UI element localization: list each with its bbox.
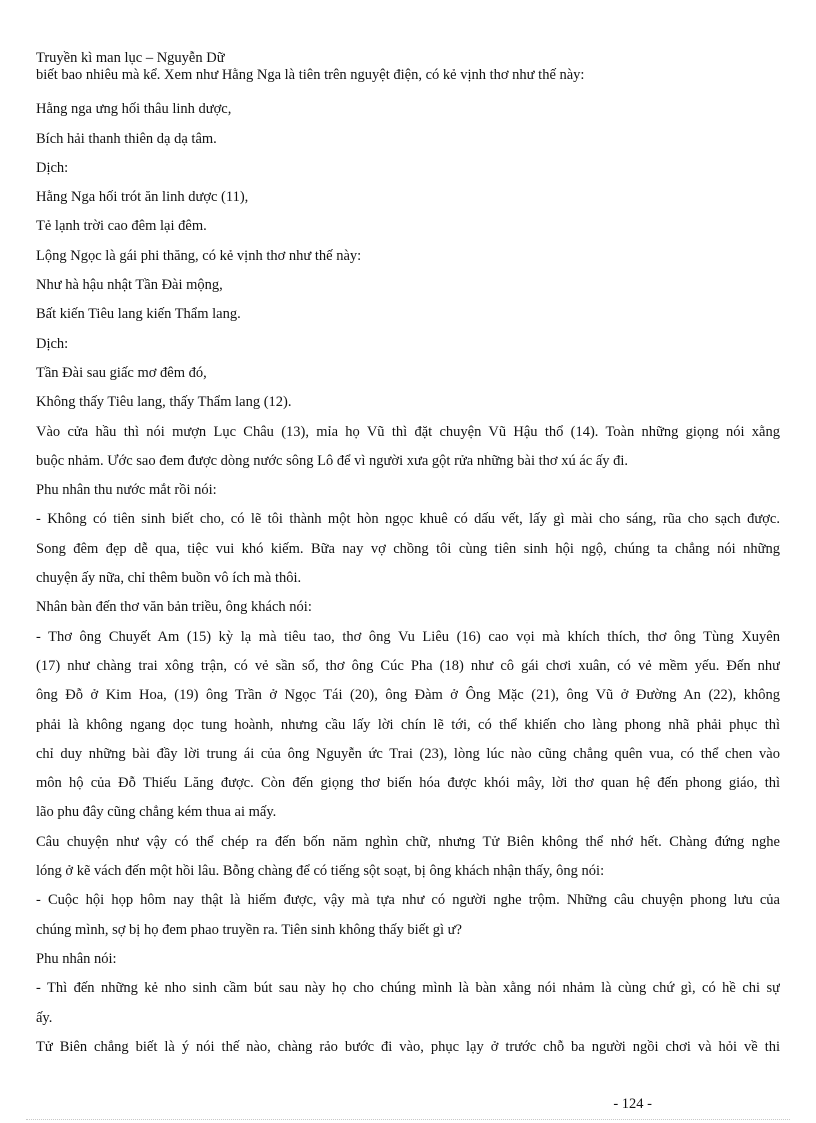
text-line: - Thơ ông Chuyết Am (15) kỳ lạ mà tiêu tao, thơ ông Vu Liêu (16) cao vọi mà khích thích, thơ ông Tùng Xuyên xyxy=(36,628,780,645)
text-line: Bất kiến Tiêu lang kiến Thẩm lang. xyxy=(36,306,241,323)
text-line: Không thấy Tiêu lang, thấy Thẩm lang (12). xyxy=(36,394,292,411)
footer-divider xyxy=(26,1119,790,1120)
text-line: biết bao nhiêu mà kể. Xem như Hằng Nga là tiên trên nguyệt điện, có kẻ vịnh thơ như thế này: xyxy=(36,67,585,83)
text-line: Phu nhân nói: xyxy=(36,950,117,967)
text-line: Hằng nga ưng hối thâu linh dược, xyxy=(36,101,232,118)
body-text xyxy=(36,66,780,1062)
text-line: ông Đỗ ở Kim Hoa, (19) ông Trần ở Ngọc Tái (20), ông Đàm ở Ông Mặc (21), ông Vũ ở Đường An (22), không xyxy=(36,687,780,704)
text-line: Tử Biên chẳng biết là ý nói thế nào, chàng rảo bước đi vào, phục lạy ở trước chỗ ba người ngồi chơi và hỏi về thi xyxy=(36,1038,780,1055)
text-line: chỉ duy những bài đầy lời trung ái của ông Nguyễn ức Trai (23), lòng lúc nào cũng chẳng quên vua, có thể chen vào xyxy=(36,745,780,762)
text-line: - Không có tiên sinh biết cho, có lẽ tôi thành một hòn ngọc khuê có dấu vết, lấy gì mài cho sáng, rũa cho sạch được. xyxy=(36,511,780,528)
text-line: Dịch: xyxy=(36,335,69,352)
text-line: Nhân bàn đến thơ văn bản triều, ông khách nói: xyxy=(36,599,312,616)
text-line: Song đêm đẹp dễ qua, tiệc vui khó kiếm. Bữa nay vợ chồng tôi cùng tiên sinh hội ngộ, chúng ta chẳng nói những xyxy=(36,540,780,557)
text-line: - Cuộc hội họp hôm nay thật là hiếm được, vậy mà tựa như có người nghe trộm. Những câu chuyện phong lưu của xyxy=(36,892,780,909)
text-line: Bích hải thanh thiên dạ dạ tâm. xyxy=(36,130,217,147)
text-line: (17) như chàng trai xông trận, có vẻ sần sổ, thơ ông Cúc Pha (18) như cô gái chơi xuân, có vẻ mềm yếu. Đến như xyxy=(36,657,780,674)
text-line: lóng ở kẽ vách đến một hồi lâu. Bỗng chàng để có tiếng sột soạt, bị ông khách nhận thấy, ông nói: xyxy=(36,863,605,880)
text-line: buộc nhảm. Ước sao đem được dòng nước sông Lô để vì người xưa gột rửa những bài thơ xú ác ấy đi. xyxy=(36,452,629,469)
text-line: phải là không ngang dọc tung hoành, nhưng cầu lấy lời chín lẽ tới, có thể khiến cho làng phong nhã phải phục thì xyxy=(36,716,780,733)
text-line: Phu nhân thu nước mắt rồi nói: xyxy=(36,482,217,499)
text-line: Dịch: xyxy=(36,159,69,176)
text-line: chúng mình, sợ bị họ đem phao truyền ra. Tiên sinh không thấy biết gì ư? xyxy=(36,921,462,938)
text-line: Vào cửa hầu thì nói mượn Lục Châu (13), mỉa họ Vũ thì đặt chuyện Vũ Hậu thổ (14). Toàn những giọng nói xằng xyxy=(36,423,780,440)
text-line: Lộng Ngọc là gái phi thăng, có kẻ vịnh thơ như thế này: xyxy=(36,247,362,264)
running-header: Truyền kì man lục – Nguyễn Dữ xyxy=(36,50,225,66)
text-line: - Thì đến những kẻ nho sinh cầm bút sau này họ cho chúng mình là bàn xằng nói nhảm là cùng chứ gì, có hề chi sự xyxy=(36,980,780,997)
text-line: Tần Đài sau giấc mơ đêm đó, xyxy=(36,364,207,381)
text-line: Hằng Nga hối trót ăn linh dược (11), xyxy=(36,189,249,206)
text-line: ấy. xyxy=(36,1009,53,1026)
text-line: chuyện ấy nữa, chỉ thêm buồn vô ích mà thôi. xyxy=(36,570,302,587)
page-number: - 124 - xyxy=(613,1096,652,1112)
text-line: Tẻ lạnh trời cao đêm lại đêm. xyxy=(36,218,207,235)
text-line: lão phu đây cũng chẳng kém thua ai mấy. xyxy=(36,804,277,821)
text-line: Như hà hậu nhật Tần Đài mộng, xyxy=(36,277,223,294)
text-line: môn hộ của Đỗ Thiếu Lăng được. Còn đến giọng thơ biến hóa được khói mây, lời thơ quan hệ đến phong giáo, thì xyxy=(36,775,780,792)
text-line: Câu chuyện như vậy có thể chép ra đến bốn năm nghìn chữ, nhưng Tử Biên không thể nhớ hết. Chàng đứng nghe xyxy=(36,833,780,850)
